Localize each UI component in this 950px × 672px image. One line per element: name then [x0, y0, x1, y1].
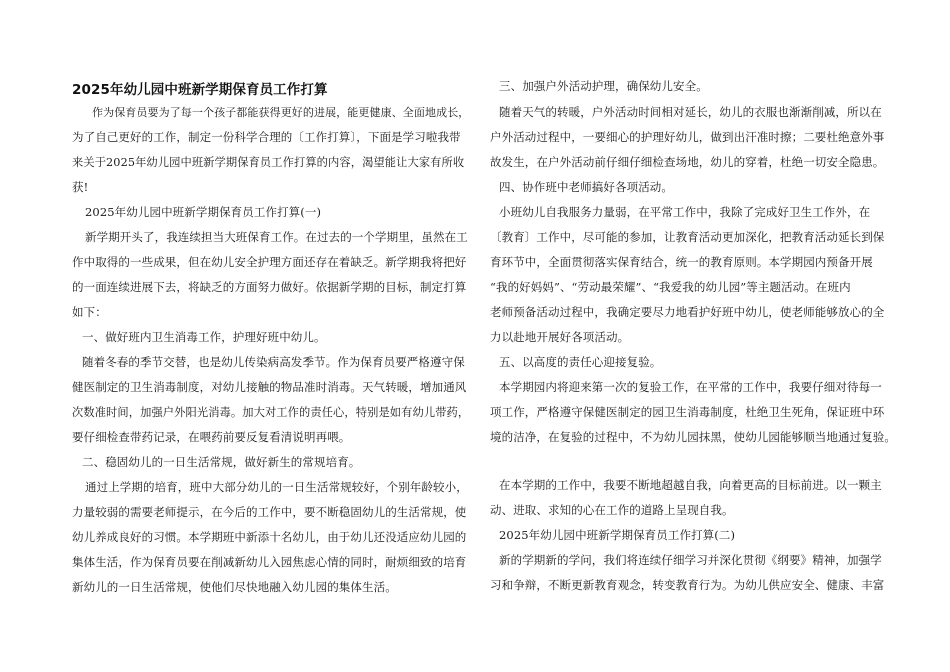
paragraph-line: 力以赴地开展好各项活动。	[490, 330, 630, 344]
paragraph-line: 新幼儿的一日生活常规，使他们尽快地融入幼儿园的集体生活。	[72, 580, 397, 594]
paragraph-line: 作为保育员要为了每一个孩子都能获得更好的进展，能更健康、全面地成长，	[92, 106, 470, 119]
paragraph-line: 育环节中，全面贯彻落实保育结合，统一的教育原则。本学期园内预备开展	[490, 255, 873, 269]
section-heading: 2025年幼儿园中班新学期保育员工作打算(一)	[85, 205, 322, 219]
paragraph-line: 次数准时间，加强户外阳光消毒。加大对工作的责任心，特别是如有幼儿带药，	[72, 406, 470, 419]
paragraph-line: 〔教育〕工作中，尽可能的参加，让教育活动更加深化，把教育活动延长到保	[490, 230, 885, 244]
paragraph-line: 为了自己更好的工作，制定一份科学合理的〔工作打算〕，下面是学习啦我带	[72, 130, 461, 144]
section-heading: 五、以高度的责任心迎接复验。	[499, 355, 662, 369]
paragraph-line: 新学期开头了，我连续担当大班保育工作。在过去的一个学期里，虽然在工	[85, 230, 468, 244]
paragraph-line: 来关于2025年幼儿园中班新学期保育员工作打算的内容，渴望能让大家有所收	[72, 156, 465, 169]
section-heading: 2025年幼儿园中班新学期保育员工作打算(二)	[499, 528, 736, 542]
paragraph-line: 随着天气的转暖，户外活动时间相对延长，幼儿的衣服也渐渐削减，所以在	[499, 105, 882, 119]
section-heading: 二、稳固幼儿的一日生活常规，做好新生的常规培育。	[82, 455, 361, 469]
paragraph-line: 健医制定的卫生消毒制度，对幼儿接触的物品准时消毒。天气转暖，增加通风	[72, 380, 467, 394]
paragraph-line: 集体生活，作为保育员要在削减新幼儿入园焦虑心情的同时，耐烦细致的培育	[72, 555, 467, 569]
paragraph-line: 项工作，严格遵守保健医制定的园卫生消毒制度，杜绝卫生死角，保证班中环	[490, 405, 885, 419]
paragraph-line: 在本学期的工作中，我要不断地超越自我，向着更高的目标前进。以一颗主	[499, 478, 882, 492]
paragraph-line: 境的洁净，在复验的过程中，不为幼儿园抹黑，使幼儿园能够顺当地通过复验。	[490, 430, 896, 444]
paragraph-line: 故发生，在户外活动前仔细仔细检查场地，幼儿的穿着，杜绝一切安全隐患。	[490, 155, 885, 169]
paragraph-line: 户外活动过程中，一要细心的护理好幼儿，做到出汗准时擦；二要杜绝意外事	[490, 130, 885, 144]
paragraph-line: 通过上学期的培育，班中大部分幼儿的一日生活常规较好，个别年龄较小，	[85, 480, 468, 494]
section-heading: 四、协作班中老师搞好各项活动。	[499, 180, 673, 194]
paragraph-line: 小班幼儿自我服务力量弱，在平常工作中，我除了完成好卫生工作外，在	[499, 205, 871, 219]
paragraph-line: 要仔细检查带药记录，在喂药前要反复看清说明再喂。	[72, 430, 351, 444]
paragraph-line: “我的好妈妈”、“劳动最荣耀”、“我爱我的幼儿园”等主题活动。在班内	[490, 280, 851, 294]
paragraph-line: 本学期园内将迎来第一次的复验工作，在平常的工作中，我要仔细对待每一	[499, 380, 882, 394]
paragraph-line: 老师预备活动过程中，我确定要尽力地看护好班中幼儿，使老师能够放心的全	[490, 305, 885, 319]
paragraph-line: 获!	[72, 180, 89, 194]
paragraph-line: 如下：	[72, 305, 107, 319]
paragraph-line: 习和争辩，不断更新教育观念，转变教育行为。为幼儿供应安全、健康、丰富	[490, 578, 885, 592]
section-heading: 三、加强户外活动护理，确保幼儿安全。	[499, 79, 708, 93]
paragraph-line: 的一面连续进展下去，将缺乏的方面努力做好。依据新学期的目标，制定打算	[72, 280, 467, 294]
paragraph-line: 幼儿养成良好的习惯。本学期班中新添十名幼儿，由于幼儿还没适应幼儿园的	[72, 530, 467, 544]
document-title: 2025年幼儿园中班新学期保育员工作打算	[72, 82, 328, 98]
paragraph-line: 力量较弱的需要老师提示，在今后的工作中，要不断稳固幼儿的生活常规，使	[72, 505, 467, 519]
paragraph-line: 新的学期新的学问，我们将连续仔细学习并深化贯彻《纲要》精神，加强学	[499, 553, 882, 567]
paragraph-line: 作中取得的一些成果，但在幼儿安全护理方面还存在着缺乏。新学期我将把好	[72, 255, 467, 269]
section-heading: 一、做好班内卫生消毒工作，护理好班中幼儿。	[82, 330, 326, 344]
paragraph-line: 动、进取、求知的心在工作的道路上呈现自我。	[490, 503, 734, 517]
paragraph-line: 随着冬春的季节交替，也是幼儿传染病高发季节。作为保育员要严格遵守保	[82, 355, 465, 369]
